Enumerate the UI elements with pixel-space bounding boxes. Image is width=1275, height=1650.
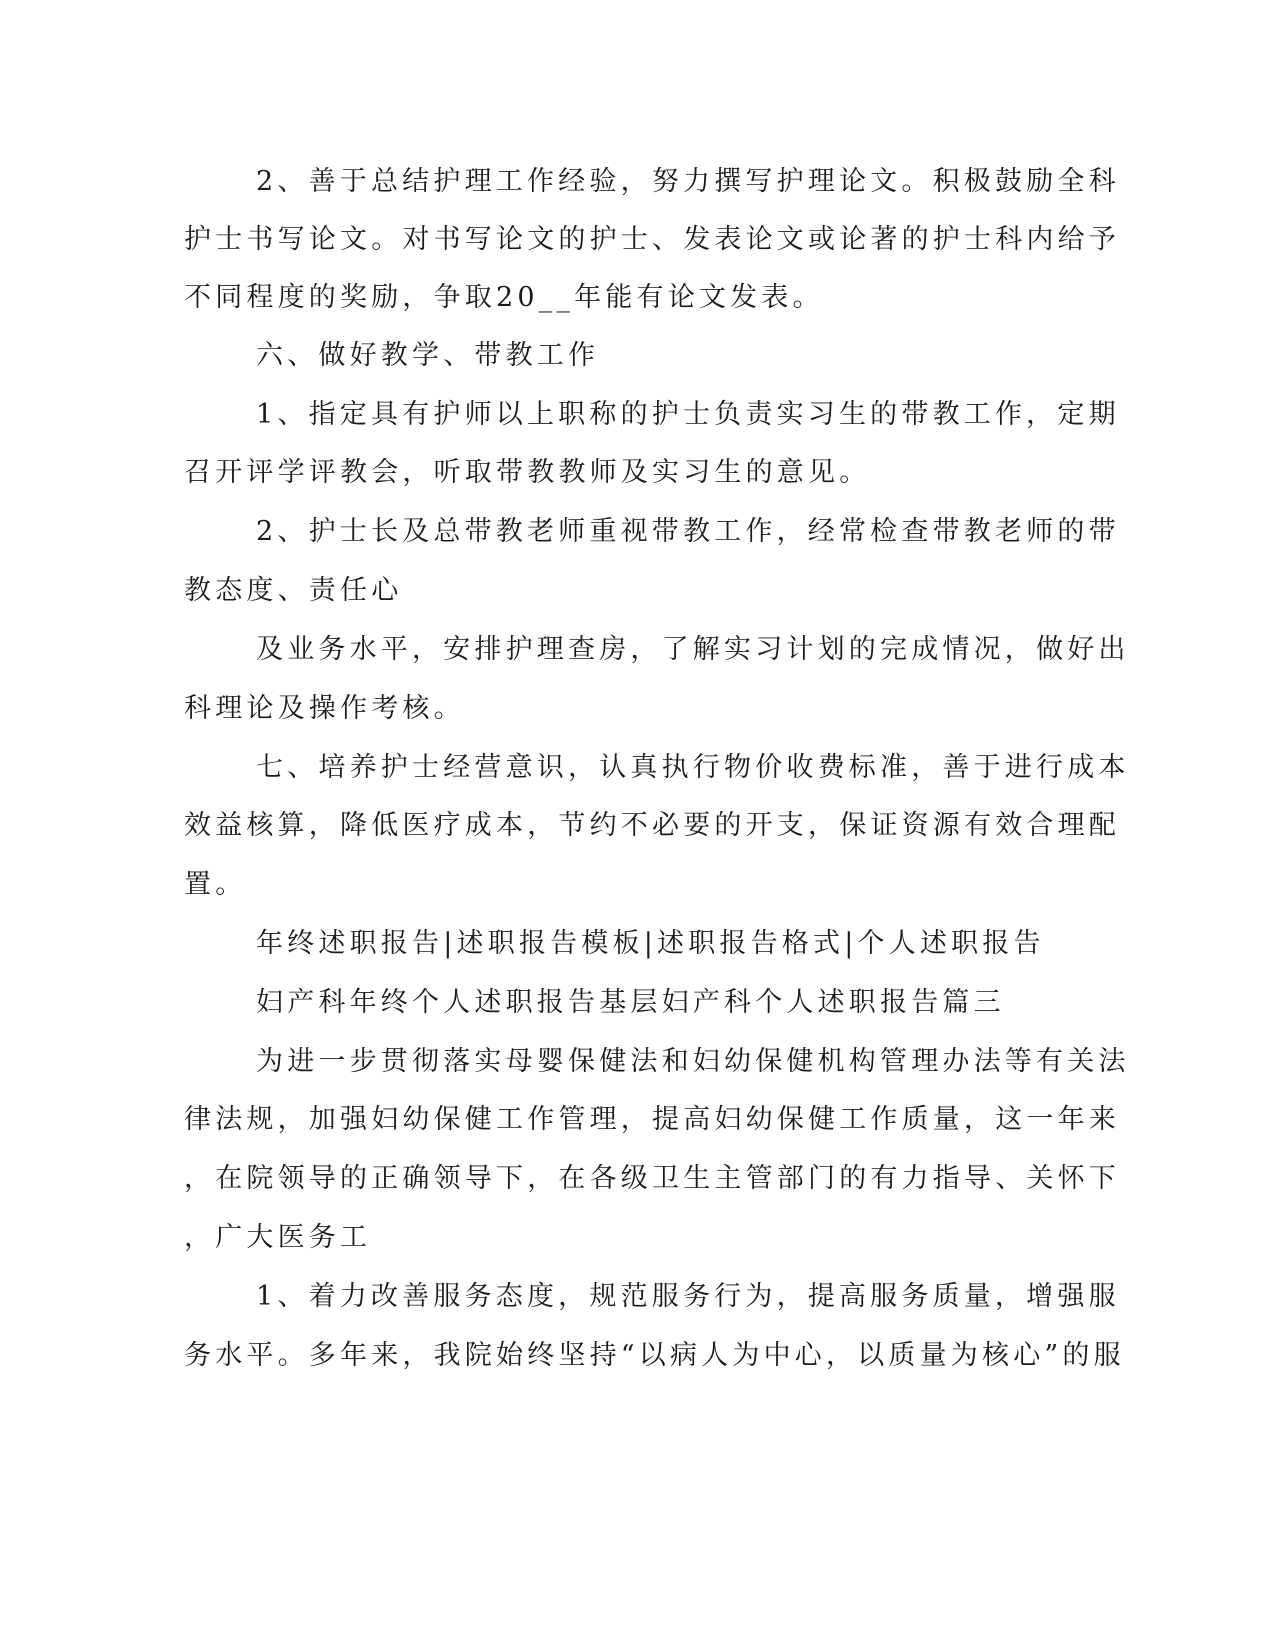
paragraph-line: 1、着力改善服务态度，规范服务行为，提高服务质量，增强服 (256, 1281, 1120, 1312)
paragraph-line: 教态度、责任心 (184, 575, 403, 606)
paragraph-line: 效益核算，降低医疗成本，节约不必要的开支，保证资源有效合理配 (184, 810, 1120, 841)
paragraph-line: ，广大医务工 (184, 1222, 372, 1253)
link-list-line: 年终述职报告|述职报告模板|述职报告格式|个人述职报告 (256, 928, 1045, 959)
paragraph-line: 召开评学评教会，听取带教教师及实习生的意见。 (184, 457, 871, 488)
paragraph-line: 律法规，加强妇幼保健工作管理，提高妇幼保健工作质量，这一年来 (184, 1104, 1120, 1135)
paragraph-line: 1、指定具有护师以上职称的护士负责实习生的带教工作，定期 (256, 399, 1120, 430)
paragraph-line: 务水平。多年来，我院始终坚持“以病人为中心，以质量为核心”的服 (184, 1340, 1125, 1371)
article-title: 妇产科年终个人述职报告基层妇产科个人述职报告篇三 (256, 987, 1005, 1018)
paragraph-line: 不同程度的奖励，争取20__年能有论文发表。 (184, 282, 824, 313)
paragraph-line: 2、护士长及总带教老师重视带教工作，经常检查带教老师的带 (256, 516, 1120, 547)
section-heading: 六、做好教学、带教工作 (256, 340, 600, 371)
paragraph-line: 2、善于总结护理工作经验，努力撰写护理论文。积极鼓励全科 (256, 166, 1120, 197)
paragraph-line: 科理论及操作考核。 (184, 693, 465, 724)
paragraph-line: 置。 (184, 869, 247, 900)
paragraph-line: 及业务水平，安排护理查房，了解实习计划的完成情况，做好出 (256, 634, 1130, 665)
paragraph-line: ，在院领导的正确领导下，在各级卫生主管部门的有力指导、关怀下 (184, 1163, 1120, 1194)
section-heading: 七、培养护士经营意识，认真执行物价收费标准，善于进行成本 (256, 752, 1130, 783)
paragraph-line: 护士书写论文。对书写论文的护士、发表论文或论著的护士科内给予 (184, 224, 1120, 255)
paragraph-line: 为进一步贯彻落实母婴保健法和妇幼保健机构管理办法等有关法 (256, 1046, 1130, 1077)
